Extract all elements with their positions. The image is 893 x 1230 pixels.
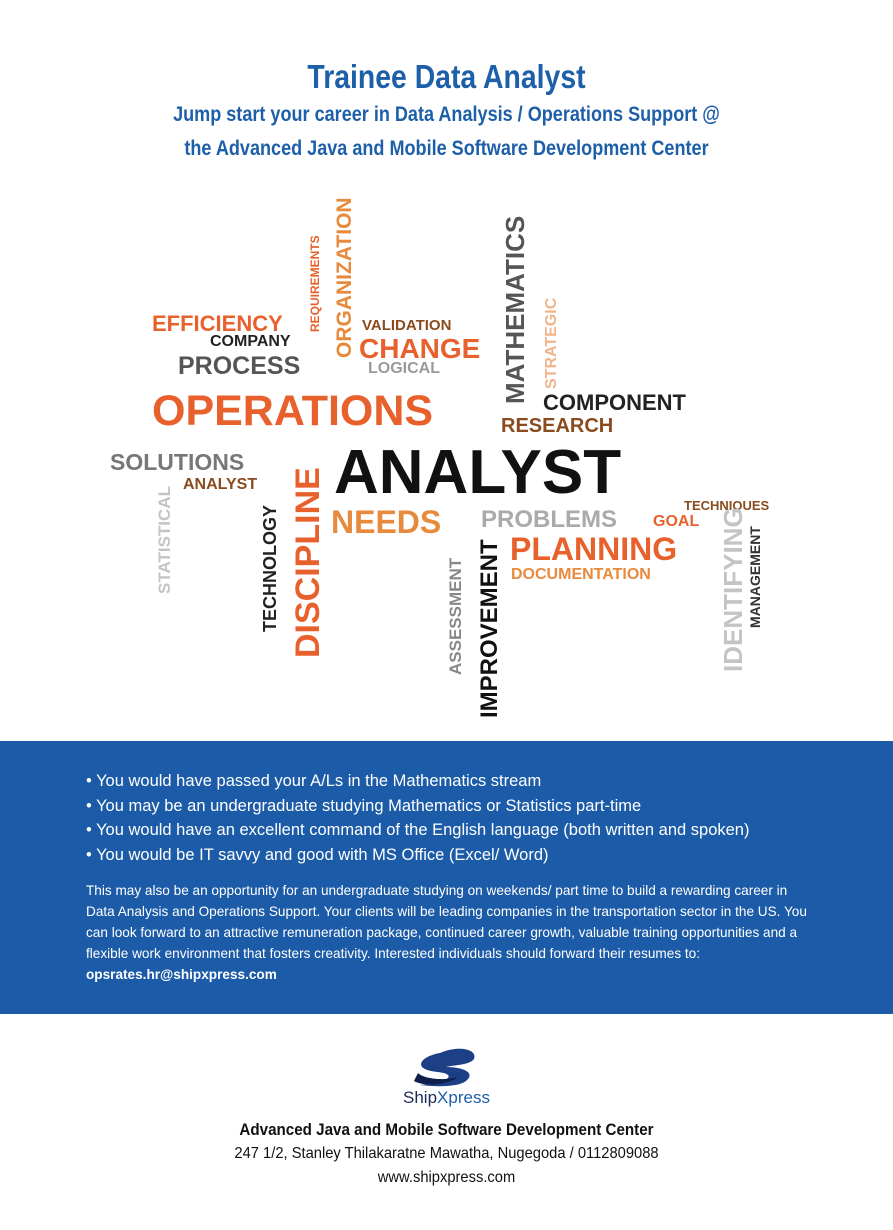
- contact-email-link[interactable]: opsrates.hr@shipxpress.com: [86, 967, 277, 982]
- word-company: COMPANY: [210, 333, 291, 350]
- brand-part-xpress: Xpress: [437, 1088, 490, 1107]
- list-item: • You would have an excellent command of the English language (both written and spoken): [86, 821, 750, 839]
- word-requirements: REQUIREMENTS: [308, 235, 322, 332]
- word-mathematics: MATHEMATICS: [500, 215, 530, 404]
- word-solutions: SOLUTIONS: [110, 449, 245, 475]
- page-title: Trainee Data Analyst: [307, 58, 586, 95]
- word-process: PROCESS: [178, 352, 301, 380]
- word-research: RESEARCH: [501, 415, 614, 437]
- word-problems: PROBLEMS: [481, 506, 618, 533]
- word-operations: OPERATIONS: [152, 387, 434, 435]
- list-item: • You would have passed your A/Ls in the Mathematics stream: [86, 772, 542, 790]
- brand-name: [0, 1088, 893, 1108]
- word-statistical: STATISTICAL: [155, 486, 174, 594]
- word-planning: PLANNING: [510, 531, 678, 567]
- info-band: [0, 741, 893, 1014]
- word-organization: ORGANIZATION: [333, 197, 356, 358]
- word-goal: GOAL: [653, 513, 700, 530]
- word-logical: LOGICAL: [368, 360, 440, 377]
- word-technology: TECHNOLOGY: [260, 504, 280, 632]
- list-item: • You may be an undergraduate studying Mathematics or Statistics part-time: [86, 796, 642, 815]
- word-management: MANAGEMENT: [747, 526, 763, 628]
- word-strategic: STRATEGIC: [543, 297, 560, 389]
- word-identifying: IDENTIFYING: [718, 507, 748, 672]
- word-documentation: DOCUMENTATION: [511, 566, 651, 583]
- footer-website-link[interactable]: www.shipxpress.com: [377, 1169, 516, 1186]
- word-assessment: ASSESSMENT: [446, 557, 465, 675]
- word-efficiency: EFFICIENCY: [152, 311, 283, 336]
- word-validation: VALIDATION: [362, 317, 452, 334]
- description-paragraph: [86, 880, 816, 985]
- footer-address: 247 1/2, Stanley Thilakaratne Mawatha, Nugegoda / 0112809088: [234, 1145, 659, 1162]
- subtitle-line-1: Jump start your career in Data Analysis / Operations Support @: [173, 103, 720, 126]
- word-techniques: TECHNIQUES: [684, 498, 770, 513]
- word-discipline: DISCIPLINE: [289, 467, 327, 658]
- requirements-list: [86, 769, 826, 867]
- word-analyst-small: ANALYST: [183, 476, 258, 493]
- footer-company: Advanced Java and Mobile Software Development Center: [239, 1121, 654, 1139]
- word-component: COMPONENT: [543, 390, 686, 415]
- word-needs: NEEDS: [331, 504, 442, 540]
- list-item: • You would be IT savvy and good with MS Office (Excel/ Word): [86, 845, 549, 864]
- description-text: This may also be an opportunity for an undergraduate studying on weekends/ part time to build a rewarding career in Data Analysis and Operations Support. Your clients will be leading companies in the transportation sector in the US. You can look forward to an attractive remuneration package, continued career growth, valuable training opportunities and a flexible work environment that fosters creativity. Interested individuals should forward their resumes to:: [86, 883, 807, 961]
- word-change: CHANGE: [359, 333, 481, 364]
- brand-part-ship: Ship: [403, 1088, 438, 1107]
- subtitle-line-2: the Advanced Java and Mobile Software Development Center: [184, 137, 709, 160]
- word-analyst-big: ANALYST: [334, 438, 622, 507]
- word-cloud: [0, 170, 893, 740]
- word-improvement: IMPROVEMENT: [476, 539, 503, 718]
